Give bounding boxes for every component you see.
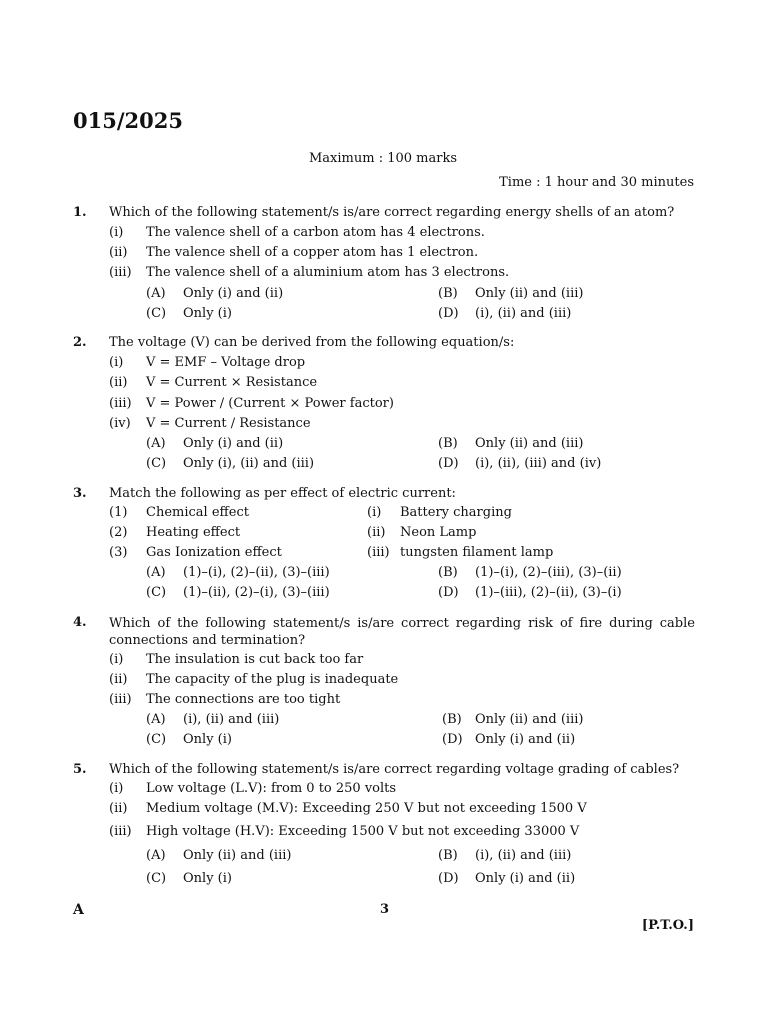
item-text: V = Current / Resistance <box>146 416 311 431</box>
option-text: Only (ii) and (iii) <box>475 286 584 301</box>
match-right-number: (ii) <box>367 525 386 540</box>
match-right-text: tungsten filament lamp <box>400 545 554 560</box>
option-label: (C) <box>146 456 167 471</box>
item-number: (iii) <box>109 824 132 839</box>
option-text: Only (ii) and (iii) <box>183 848 292 863</box>
match-right-number: (iii) <box>367 545 390 560</box>
item-text: The valence shell of a copper atom has 1 electron. <box>146 245 479 260</box>
option-text: Only (ii) and (iii) <box>475 712 584 727</box>
option-text: Only (i) and (ii) <box>475 732 576 747</box>
item-number: (ii) <box>109 801 128 816</box>
option-text: (i), (ii), (iii) and (iv) <box>475 456 602 471</box>
question-text: The voltage (V) can be derived from the following equation/s: <box>109 335 515 350</box>
item-text: The capacity of the plug is inadequate <box>146 672 399 687</box>
option-label: (D) <box>438 456 459 471</box>
match-right-number: (i) <box>367 505 382 520</box>
option-label: (D) <box>442 732 463 747</box>
question-text: Which of the following statement/s is/are correct regarding energy shells of an atom? <box>109 205 675 220</box>
option-text: (1)–(iii), (2)–(ii), (3)–(i) <box>475 585 622 600</box>
option-label: (C) <box>146 732 167 747</box>
option-label: (A) <box>146 712 166 727</box>
item-number: (i) <box>109 652 124 667</box>
option-label: (D) <box>438 585 459 600</box>
time-allowed: Time : 1 hour and 30 minutes <box>499 175 694 190</box>
option-label: (B) <box>442 712 462 727</box>
question-text: Match the following as per effect of electric current: <box>109 486 456 501</box>
option-text: Only (ii) and (iii) <box>475 436 584 451</box>
item-number: (iv) <box>109 416 131 431</box>
option-text: Only (i) <box>183 306 232 321</box>
question-number: 5. <box>73 762 87 777</box>
item-number: (iii) <box>109 692 132 707</box>
option-text: Only (i) <box>183 871 232 886</box>
item-number: (i) <box>109 355 124 370</box>
option-text: Only (i) <box>183 732 232 747</box>
maximum-marks: Maximum : 100 marks <box>309 151 458 166</box>
match-left-number: (1) <box>109 505 128 520</box>
option-text: (1)–(i), (2)–(ii), (3)–(iii) <box>183 565 330 580</box>
option-text: (i), (ii) and (iii) <box>475 306 572 321</box>
paper-code: 015/2025 <box>73 108 183 133</box>
option-text: (1)–(i), (2)–(iii), (3)–(ii) <box>475 565 622 580</box>
option-label: (D) <box>438 871 459 886</box>
match-right-text: Neon Lamp <box>400 525 477 540</box>
option-label: (A) <box>146 848 166 863</box>
item-text: Medium voltage (M.V): Exceeding 250 V but not exceeding 1500 V <box>146 801 587 816</box>
option-label: (C) <box>146 306 167 321</box>
option-text: Only (i) and (ii) <box>475 871 576 886</box>
question-number: 1. <box>73 205 87 220</box>
match-left-number: (2) <box>109 525 128 540</box>
question-number: 2. <box>73 335 87 350</box>
item-number: (iii) <box>109 265 132 280</box>
option-label: (A) <box>146 436 166 451</box>
question-set-code: A <box>73 902 84 918</box>
option-label: (C) <box>146 585 167 600</box>
item-number: (ii) <box>109 245 128 260</box>
option-label: (B) <box>438 848 458 863</box>
option-text: Only (i), (ii) and (iii) <box>183 456 315 471</box>
question-text: Which of the following statement/s is/are correct regarding voltage grading of cables? <box>109 762 680 777</box>
option-label: (D) <box>438 306 459 321</box>
question-number: 4. <box>73 615 87 630</box>
item-text: V = EMF – Voltage drop <box>146 355 306 370</box>
item-text: The valence shell of a aluminium atom has 3 electrons. <box>146 265 510 280</box>
option-label: (A) <box>146 565 166 580</box>
option-label: (A) <box>146 286 166 301</box>
match-left-text: Chemical effect <box>146 505 249 520</box>
item-text: Low voltage (L.V): from 0 to 250 volts <box>146 781 397 796</box>
match-left-text: Heating effect <box>146 525 241 540</box>
item-text: V = Current × Resistance <box>146 375 318 390</box>
item-text: The insulation is cut back too far <box>146 652 364 667</box>
item-text: The valence shell of a carbon atom has 4 electrons. <box>146 225 485 240</box>
option-label: (C) <box>146 871 167 886</box>
option-text: Only (i) and (ii) <box>183 286 284 301</box>
option-label: (B) <box>438 286 458 301</box>
page-number: 3 <box>380 902 390 917</box>
question-number: 3. <box>73 486 87 501</box>
match-right-text: Battery charging <box>400 505 512 520</box>
question-text: Which of the following statement/s is/are correct regarding risk of fire during cable connections and termination? <box>109 616 695 648</box>
item-text: The connections are too tight <box>146 692 341 707</box>
item-number: (i) <box>109 781 124 796</box>
item-text: V = Power / (Current × Power factor) <box>146 396 394 411</box>
item-number: (ii) <box>109 375 128 390</box>
item-number: (i) <box>109 225 124 240</box>
item-number: (iii) <box>109 396 132 411</box>
option-label: (B) <box>438 565 458 580</box>
option-text: (i), (ii) and (iii) <box>475 848 572 863</box>
option-text: Only (i) and (ii) <box>183 436 284 451</box>
item-text: High voltage (H.V): Exceeding 1500 V but not exceeding 33000 V <box>146 824 580 839</box>
option-text: (1)–(ii), (2)–(i), (3)–(iii) <box>183 585 330 600</box>
option-label: (B) <box>438 436 458 451</box>
item-number: (ii) <box>109 672 128 687</box>
please-turn-over: [P.T.O.] <box>641 918 694 933</box>
match-left-number: (3) <box>109 545 128 560</box>
option-text: (i), (ii) and (iii) <box>183 712 280 727</box>
match-left-text: Gas Ionization effect <box>146 545 282 560</box>
